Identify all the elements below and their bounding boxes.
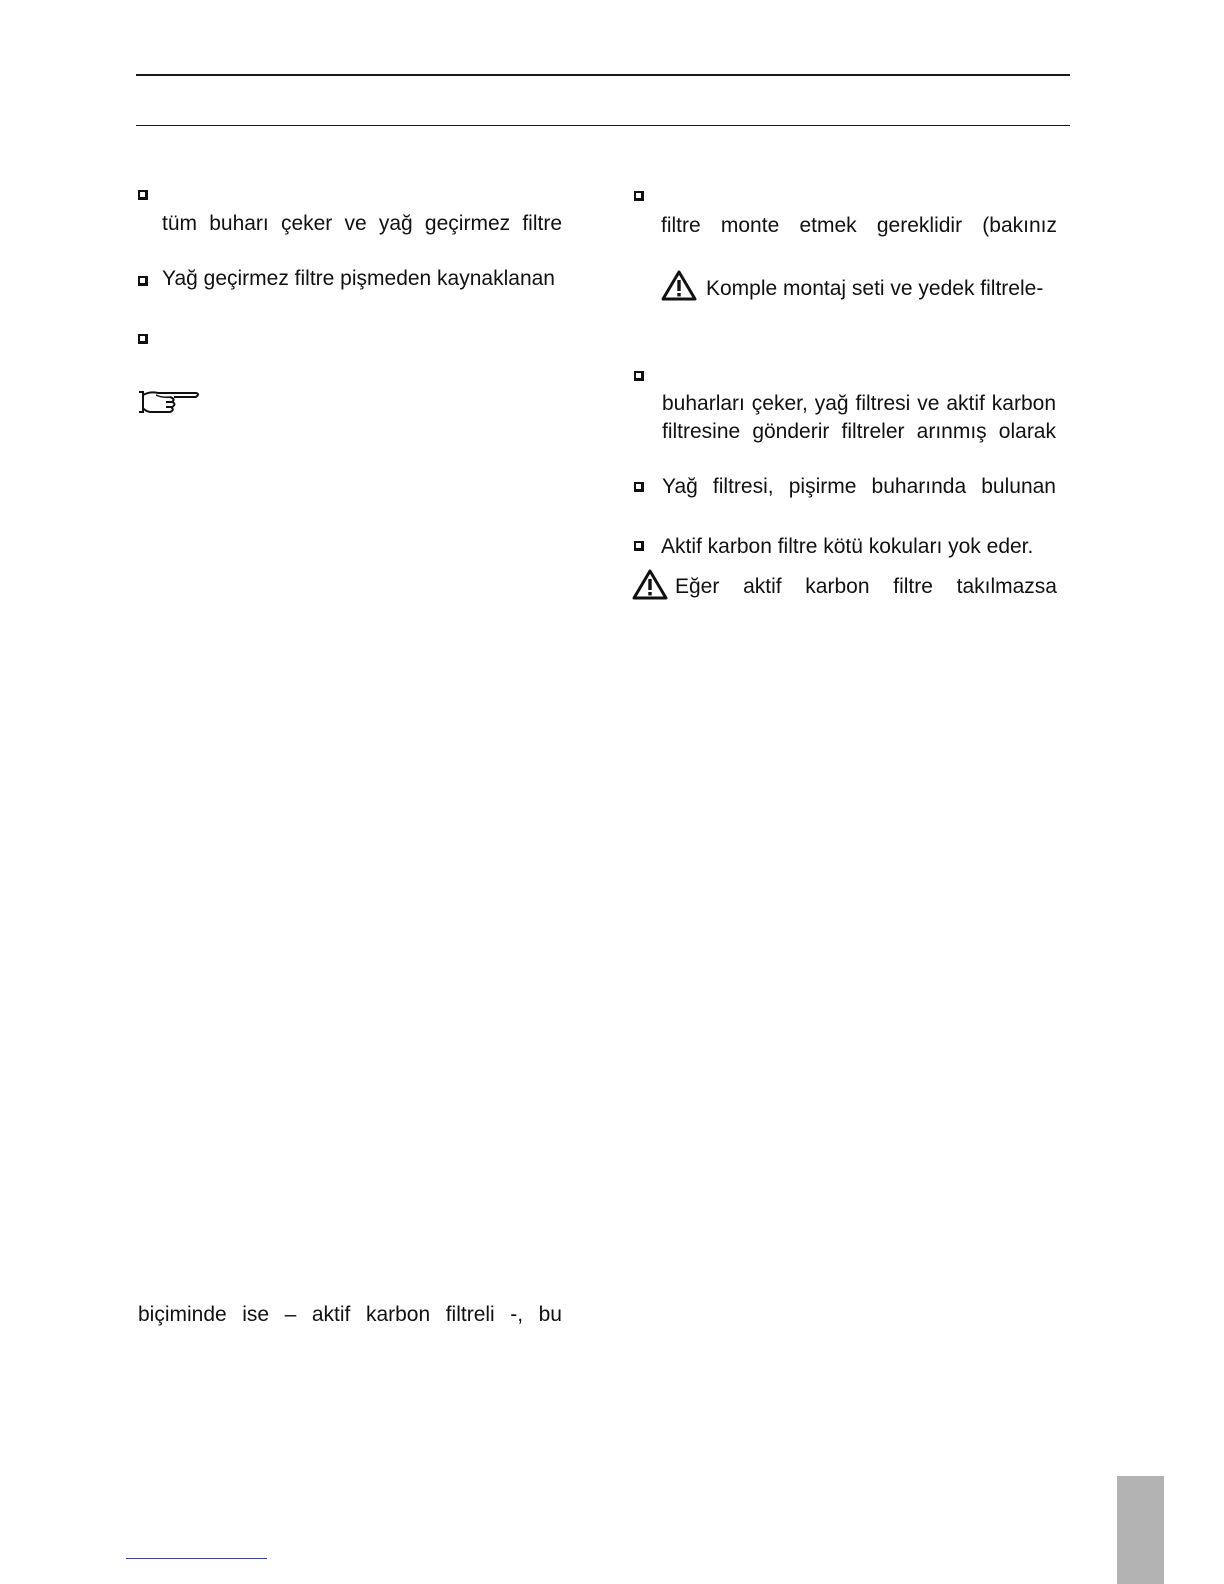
footer-link-underline (126, 1558, 267, 1559)
right-warning1-text: Komple montaj seti ve yedek filtrele- (706, 277, 1044, 300)
right-item1-text: filtre monte etmek gereklidir (bakınız (661, 214, 1057, 237)
right-item2-line2: filtresine gönderir filtreler arınmış olarak (662, 420, 1056, 443)
page-tab-marker (1117, 1476, 1164, 1584)
header-top-rule (136, 74, 1070, 76)
checkbox-icon (138, 276, 148, 286)
warning-triangle-icon (631, 568, 669, 601)
right-item4-text: Aktif karbon filtre kötü kokuları yok eder. (661, 535, 1034, 558)
checkbox-icon (634, 191, 644, 201)
left-bottom-text: biçiminde ise – aktif karbon filtreli -, bu (138, 1303, 562, 1326)
header-bottom-rule (136, 125, 1070, 126)
checkbox-icon (138, 334, 148, 344)
checkbox-icon (634, 482, 644, 492)
right-item2-line1: buharları çeker, yağ filtresi ve aktif karbon (662, 392, 1056, 415)
checkbox-icon (138, 190, 148, 200)
left-item1-text: tüm buharı çeker ve yağ geçirmez filtre (162, 212, 562, 235)
pointing-hand-icon (136, 386, 202, 418)
right-warning2-text: Eğer aktif karbon filtre takılmazsa (675, 575, 1057, 598)
warning-triangle-icon (660, 269, 698, 302)
left-item2-text: Yağ geçirmez filtre pişmeden kaynaklanan (162, 267, 555, 290)
checkbox-icon (634, 371, 644, 381)
right-item3-text: Yağ filtresi, pişirme buharında bulunan (662, 475, 1056, 498)
checkbox-icon (634, 541, 644, 551)
